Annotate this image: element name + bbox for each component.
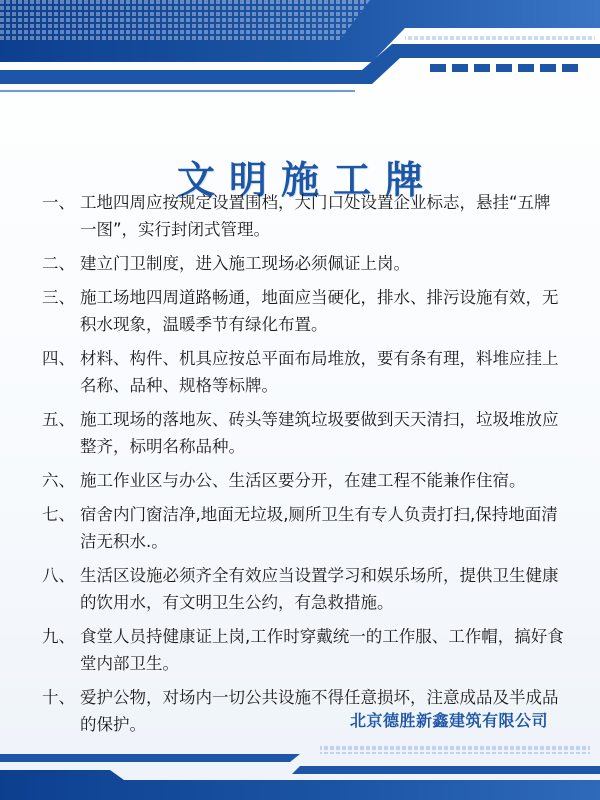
rule-number: 八、: [42, 566, 75, 585]
list-item: [42, 345, 566, 399]
company-name: 北京德胜新鑫建筑有限公司: [349, 711, 548, 730]
list-item: [42, 623, 566, 677]
rule-text: 生活区设施必须齐全有效应当设置学习和娱乐场所，提供卫生健康的饮用水，有文明卫生公约，有急救措施。: [80, 566, 559, 612]
rule-text: 材料、构件、机具应按总平面布局堆放，要有条有理，料堆应挂上名称、品种、规格等标牌。: [80, 349, 559, 395]
rule-number: 九、: [42, 627, 75, 646]
bottom-decoration: [0, 740, 600, 800]
rule-number: 二、: [42, 254, 75, 273]
rule-text: 施工作业区与办公、生活区要分开，在建工程不能兼作住宿。: [80, 471, 526, 490]
top-decoration: [0, 0, 600, 95]
rule-text: 建立门卫制度，进入施工现场必须佩证上岗。: [80, 254, 410, 273]
rule-text: 施工场地四周道路畅通，地面应当硬化，排水、排污设施有效，无积水现象，温暖季节有绿化布置。: [80, 288, 559, 334]
rule-number: 四、: [42, 349, 75, 368]
list-item: [42, 467, 566, 494]
page-title: 文明施工牌: [176, 158, 437, 203]
rule-number: 一、: [42, 193, 75, 212]
rule-number: 三、: [42, 288, 75, 307]
list-item: [42, 406, 566, 460]
rule-text: 宿舍内门窗洁净,地面无垃圾,厕所卫生有专人负责打扫,保持地面清洁无积水.。: [80, 505, 558, 551]
rule-text: 施工现场的落地灰、砖头等建筑垃圾要做到天天清扫，垃圾堆放应整齐，标明名称品种。: [80, 410, 559, 456]
rule-text: 爱护公物，对场内一切公共设施不得任意损坏，注意成品及半成品的保护。: [80, 688, 559, 734]
rule-number: 六、: [42, 471, 75, 490]
list-item: [42, 284, 566, 338]
rules-list: [42, 189, 566, 745]
rule-number: 十、: [42, 688, 75, 707]
rule-text: 工地四周应按规定设置围档，大门口处设置企业标志，悬挂“五牌一图”，实行封闭式管理。: [80, 193, 551, 239]
rule-number: 七、: [42, 505, 75, 524]
list-item: [42, 250, 566, 277]
rule-text: 食堂人员持健康证上岗,工作时穿戴统一的工作服、工作帽，搞好食堂内部卫生。: [80, 627, 564, 673]
rule-number: 五、: [42, 410, 75, 429]
list-item: [42, 501, 566, 555]
list-item: [42, 562, 566, 616]
list-item: [42, 189, 566, 243]
